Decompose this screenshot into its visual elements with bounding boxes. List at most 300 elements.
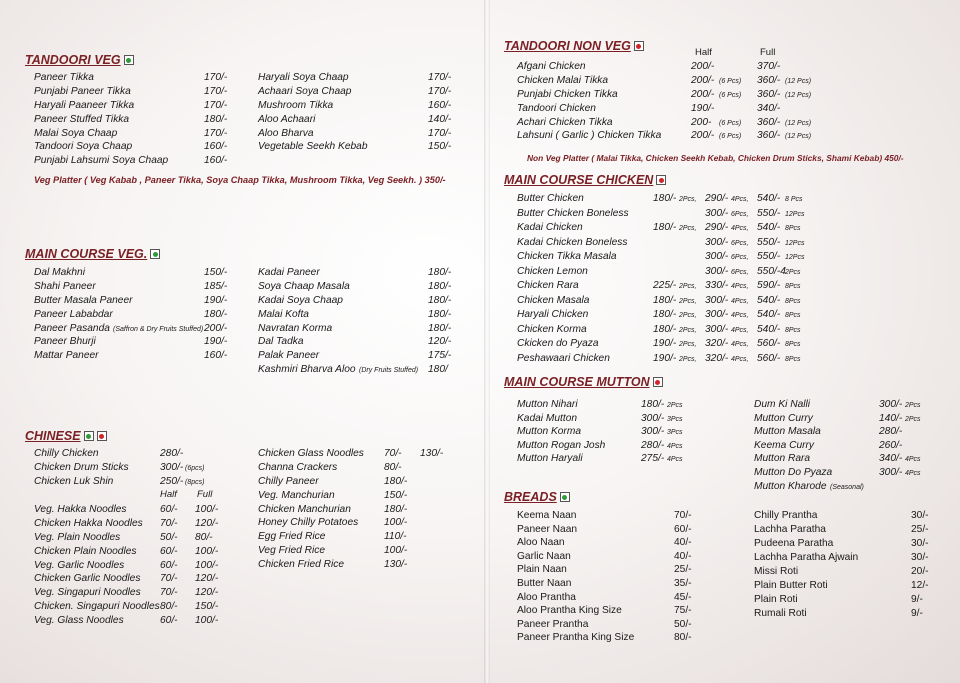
tandoori-nonveg-list: [517, 60, 817, 143]
item-half-price: 200/-: [691, 61, 715, 72]
item-name: Plain Roti: [754, 594, 798, 605]
item-qty-3: 8Pcs: [785, 355, 801, 363]
item-name: Mutton Do Pyaza: [754, 466, 833, 478]
section-chinese: [25, 429, 107, 443]
item-qty-1: 2Pcs,: [679, 355, 697, 363]
menu-item-row: [754, 593, 954, 607]
item-name: Dal Makhni: [34, 267, 85, 278]
section-main-course-mutton: [504, 375, 663, 389]
item-price: 100/-: [384, 545, 408, 557]
item-price: 180/-: [641, 399, 665, 410]
menu-item-row: [34, 308, 234, 322]
menu-item-row: [258, 266, 458, 280]
item-name: Paneer Tikka: [34, 72, 94, 83]
section-tandoori-nonveg: [504, 39, 644, 53]
item-name: Mutton Rogan Josh: [517, 439, 606, 451]
menu-item-row: [517, 577, 717, 591]
chinese-right-list: [258, 447, 458, 572]
item-qty-2: 4Pcs,: [731, 326, 749, 334]
item-price: 25/-: [674, 564, 692, 576]
item-price: 160/-: [204, 350, 228, 362]
item-name: Shahi Paneer: [34, 280, 96, 292]
item-half-price: 70/-: [160, 517, 178, 529]
chinese-noodles-list: [34, 503, 234, 628]
item-price: 140/-: [879, 412, 903, 424]
tandoori-veg-left-list: [34, 71, 234, 168]
menu-item-row: [258, 322, 458, 336]
item-name: Chicken Plain Noodles: [34, 545, 137, 557]
menu-item-row: [517, 88, 817, 102]
item-price: 20/-: [911, 566, 929, 577]
menu-item-row: [517, 352, 817, 367]
nonveg-half-header: Half: [695, 47, 712, 58]
item-price: 170/-: [204, 127, 228, 139]
menu-item-row: [754, 452, 954, 466]
item-price: 80/-: [384, 461, 402, 473]
item-price: 35/-: [674, 577, 692, 589]
item-half-price: 70/-: [160, 573, 178, 585]
menu-item-row: [754, 537, 954, 551]
item-price-2: 300/-: [705, 251, 729, 262]
nonveg-mark-icon: [97, 431, 107, 441]
menu-item-row: [258, 544, 458, 558]
item-price-1: 180/-: [653, 222, 677, 233]
item-name: Mutton Haryali: [517, 453, 583, 465]
menu-item-row: [754, 466, 954, 480]
item-full-note: (12 Pcs): [785, 77, 812, 85]
item-price-1: 180/-: [653, 193, 677, 204]
menu-item-row: [258, 475, 458, 489]
item-name: Egg Fried Rice: [258, 531, 326, 543]
item-price: 100/-: [384, 517, 408, 529]
menu-item-row: [517, 523, 717, 537]
item-full-price: 120/-: [195, 573, 219, 585]
item-qty-1: 2Pcs,: [679, 283, 697, 290]
item-price: 40/-: [674, 537, 692, 549]
item-name: Butter Naan: [517, 577, 572, 589]
section-title: MAIN COURSE MUTTON: [504, 375, 650, 389]
item-price-2: 300/-: [705, 207, 729, 219]
item-qty-3: 8Pcs: [785, 341, 801, 348]
item-price-2: 130/-: [420, 448, 444, 459]
item-half-price: 70/-: [160, 587, 178, 599]
main-course-veg-right-list: [258, 266, 458, 377]
item-price-3: 540/-: [757, 323, 781, 335]
item-half-price: 200/-: [691, 88, 715, 100]
item-name: Chicken Korma: [517, 323, 587, 335]
chinese-half-header: Half: [160, 489, 177, 500]
item-price: 160/-: [428, 99, 452, 111]
item-half-price: 50/-: [160, 531, 178, 543]
item-name: Mutton Curry: [754, 412, 813, 424]
item-price: 180/-: [384, 503, 408, 515]
item-price: 80/-: [674, 632, 692, 644]
menu-item-row: [34, 545, 234, 559]
item-price-1: 180/-: [653, 294, 677, 306]
menu-item-row: [258, 140, 458, 154]
item-name: Dal Tadka: [258, 336, 304, 348]
item-full-note: (12 Pcs): [785, 91, 812, 99]
item-price-3: 540/-: [757, 222, 781, 233]
page-fold: [484, 0, 490, 683]
item-full-price: 360/-: [757, 74, 781, 86]
item-name: Kadai Mutton: [517, 412, 578, 424]
item-price: 190/-: [204, 294, 228, 306]
item-price-2: 300/-: [705, 236, 729, 248]
item-price-2: 290/-: [705, 222, 729, 233]
item-qty-3: 2Pcs: [785, 268, 801, 276]
menu-item-row: [34, 614, 234, 628]
menu-item-row: [754, 551, 954, 565]
item-qty-2: 4Pcs,: [731, 312, 749, 319]
menu-item-row: [754, 579, 954, 593]
item-note: (6pcs): [185, 464, 205, 472]
breads-left-list: [517, 509, 717, 645]
item-price: 200/-: [204, 322, 228, 334]
item-name: Chilly Chicken: [34, 448, 99, 459]
item-price: 150/-: [204, 267, 228, 278]
section-title: MAIN COURSE VEG.: [25, 247, 148, 261]
item-price-2: 300/-: [705, 294, 729, 306]
item-name: Chicken Garlic Noodles: [34, 573, 141, 585]
item-note: 2Pcs: [905, 415, 921, 423]
item-name: Plain Naan: [517, 564, 567, 576]
item-price: 30/-: [911, 538, 929, 549]
nonveg-platter: Non Veg Platter ( Malai Tikka, Chicken Seekh Kebab, Chicken Drum Sticks, Shami Kebab) 450/-: [527, 153, 904, 163]
item-note: 2Pcs: [667, 402, 683, 409]
item-name: Mutton Masala: [754, 426, 821, 438]
menu-item-row: [258, 530, 458, 544]
item-price-2: 300/-: [705, 309, 729, 320]
menu-item-row: [258, 99, 458, 113]
item-name: Mushroom Tikka: [258, 99, 334, 111]
item-price: 300/-: [641, 412, 665, 424]
item-price: 340/-: [879, 453, 903, 465]
item-full-price: 100/-: [195, 545, 219, 557]
item-name: Veg. Glass Noodles: [34, 615, 124, 627]
item-name: Haryali Paaneer Tikka: [34, 99, 135, 111]
menu-item-row: [34, 113, 234, 127]
item-note: 3Pcs: [667, 415, 683, 423]
item-name: Veg Fried Rice: [258, 545, 325, 557]
item-price-3: 560/-: [757, 352, 781, 364]
menu-item-row: [517, 250, 817, 265]
menu-item-row: [754, 565, 954, 579]
menu-item-row: [34, 85, 234, 99]
menu-item-row: [517, 536, 717, 550]
item-note: (Seasonal): [830, 483, 864, 491]
item-qty-1: 2Pcs,: [679, 196, 697, 203]
item-qty-1: 2Pcs,: [679, 341, 697, 348]
item-price: 170/-: [204, 72, 228, 83]
item-price: 140/-: [428, 113, 452, 125]
item-name: Afgani Chicken: [517, 61, 586, 72]
menu-item-row: [517, 509, 717, 523]
item-qty-2: 6Pcs,: [731, 268, 749, 276]
item-price: 250/-: [160, 475, 184, 487]
item-half-price: 60/-: [160, 559, 178, 571]
item-price: 275/-: [641, 453, 665, 465]
item-name: Chicken. Singapuri Noodles: [34, 601, 160, 613]
menu-item-row: [517, 425, 717, 439]
item-price-2: 290/-: [705, 193, 729, 204]
item-qty-2: 6Pcs,: [731, 239, 749, 247]
item-price: 9/-: [911, 608, 923, 619]
menu-item-row: [517, 439, 717, 453]
item-price: 180/-: [428, 308, 452, 320]
menu-item-row: [517, 116, 817, 130]
item-price: 120/-: [428, 336, 452, 348]
item-note: 3Pcs: [667, 429, 683, 437]
item-name: Aloo Bharva: [258, 127, 314, 139]
section-title: CHINESE: [25, 429, 81, 443]
menu-item-row: [754, 412, 954, 426]
menu-item-row: [34, 503, 234, 517]
item-half-price: 200/-: [691, 130, 715, 142]
item-price-2: 330/-: [705, 280, 729, 291]
item-price: 75/-: [674, 605, 692, 617]
nonveg-full-header: Full: [760, 47, 776, 58]
item-name: Mutton Korma: [517, 426, 581, 438]
item-name: Chicken Lemon: [517, 265, 588, 277]
item-name: Paneer Naan: [517, 523, 578, 535]
menu-item-row: [517, 279, 817, 294]
item-price-2: 320/-: [705, 338, 729, 349]
item-name: Tandoori Chicken: [517, 102, 596, 114]
veg-mark-icon: [84, 431, 94, 441]
item-name: Chilly Prantha: [754, 510, 818, 521]
item-full-price: 360/-: [757, 130, 781, 142]
item-full-price: 370/-: [757, 61, 781, 72]
veg-mark-icon: [560, 492, 570, 502]
item-qty-2: 6Pcs,: [731, 254, 749, 261]
item-name: Rumali Roti: [754, 608, 807, 619]
menu-item-row: [34, 475, 234, 489]
item-note: 2Pcs: [905, 402, 921, 409]
mutton-right-list: [754, 398, 954, 493]
item-name: Paneer Prantha King Size: [517, 632, 635, 644]
menu-item-row: [34, 572, 234, 586]
item-name: Veg. Garlic Noodles: [34, 559, 125, 571]
item-full-price: 340/-: [757, 102, 781, 114]
menu-item-row: [517, 207, 817, 222]
item-price-3: 550/-: [757, 251, 781, 262]
item-full-price: 120/-: [195, 587, 219, 599]
nonveg-mark-icon: [634, 41, 644, 51]
item-price: 180/-: [428, 267, 452, 278]
item-half-price: 60/-: [160, 545, 178, 557]
menu-item-row: [258, 363, 458, 377]
section-title: BREADS: [504, 490, 557, 504]
item-name: Peshawaari Chicken: [517, 352, 610, 364]
item-price: 180/: [428, 364, 448, 376]
item-name: Chilly Paneer: [258, 475, 319, 487]
item-name: Paneer Prantha: [517, 618, 589, 630]
item-half-price: 200-: [691, 116, 712, 128]
item-name: Butter Chicken: [517, 193, 584, 204]
item-name: Garlic Naan: [517, 550, 571, 562]
menu-item-row: [754, 523, 954, 537]
item-name: Channa Crackers: [258, 461, 338, 473]
item-qty-1: 2Pcs,: [679, 312, 697, 319]
item-note: 4Pcs: [667, 456, 683, 464]
menu-item-row: [754, 607, 954, 621]
item-name: Malai Kofta: [258, 308, 309, 320]
item-name: Palak Paneer: [258, 350, 320, 362]
menu-item-row: [258, 308, 458, 322]
menu-item-row: [34, 280, 234, 294]
item-name: Butter Chicken Boneless: [517, 207, 629, 219]
menu-item-row: [517, 60, 817, 74]
item-name: Kashmiri Bharva Aloo: [258, 364, 356, 376]
item-name: Punjabi Chicken Tikka: [517, 88, 618, 100]
menu-item-row: [517, 236, 817, 251]
item-price: 9/-: [911, 594, 923, 605]
menu-item-row: [34, 517, 234, 531]
item-qty-2: 4Pcs,: [731, 355, 749, 363]
item-half-price: 60/-: [160, 615, 178, 627]
item-name: Chicken Manchurian: [258, 503, 351, 515]
item-price: 280/-: [160, 448, 184, 459]
veg-mark-icon: [150, 249, 160, 259]
section-title: TANDOORI NON VEG: [504, 39, 631, 53]
item-full-price: 100/-: [195, 559, 219, 571]
menu-item-row: [517, 265, 817, 280]
menu-item-row: [517, 398, 717, 412]
section-main-course-chicken: [504, 173, 666, 187]
nonveg-mark-icon: [653, 377, 663, 387]
item-name: Lachha Paratha Ajwain: [754, 552, 859, 563]
item-full-price: 360/-: [757, 88, 781, 100]
item-name: Aloo Naan: [517, 537, 565, 549]
item-price: 12/-: [911, 580, 929, 591]
item-name: Lahsuni ( Garlic ) Chicken Tikka: [517, 130, 662, 142]
item-note: 4Pcs: [667, 442, 683, 450]
item-price: 170/-: [204, 99, 228, 111]
breads-right-list: [754, 509, 954, 621]
item-name: Tandoori Soya Chaap: [34, 141, 133, 153]
item-qty-3: 8Pcs: [785, 283, 801, 290]
item-name: Kadai Paneer: [258, 267, 320, 278]
item-price-3: 540/-: [757, 309, 781, 320]
menu-item-row: [34, 447, 234, 461]
item-name: Dum Ki Nalli: [754, 399, 811, 410]
item-price: 170/-: [204, 85, 228, 97]
section-title: TANDOORI VEG: [25, 53, 121, 67]
menu-item-row: [258, 85, 458, 99]
item-name: Chicken Tikka Masala: [517, 251, 617, 262]
item-qty-2: 4Pcs,: [731, 196, 749, 203]
item-name: Mattar Paneer: [34, 350, 99, 362]
menu-item-row: [34, 127, 234, 141]
item-price-3: 550/-: [757, 207, 781, 219]
item-full-note: (12 Pcs): [785, 119, 812, 127]
item-price: 300/-: [879, 399, 903, 410]
item-price: 150/-: [384, 489, 408, 501]
item-name: Chicken Rara: [517, 280, 579, 291]
menu-item-row: [517, 74, 817, 88]
menu-item-row: [258, 349, 458, 363]
item-price: 60/-: [674, 523, 692, 535]
item-name: Malai Soya Chaap: [34, 127, 118, 139]
item-name: Veg. Manchurian: [258, 489, 335, 501]
menu-item-row: [517, 618, 717, 632]
item-full-price: 120/-: [195, 517, 219, 529]
item-full-price: 100/-: [195, 504, 219, 515]
item-price: 30/-: [911, 552, 929, 563]
item-price-1: 180/-: [653, 323, 677, 335]
tandoori-veg-right-list: [258, 71, 458, 154]
menu-item-row: [34, 322, 234, 336]
item-price: 150/-: [428, 141, 452, 153]
item-price-1: 190/-: [653, 338, 677, 349]
item-qty-2: 4Pcs,: [731, 341, 749, 348]
item-qty-3: 8Pcs: [785, 225, 801, 232]
item-full-price: 100/-: [195, 615, 219, 627]
item-name: Veg. Singapuri Noodles: [34, 587, 141, 599]
menu-item-row: [754, 509, 954, 523]
item-price-3: 550/-4: [757, 265, 786, 277]
menu-item-row: [34, 294, 234, 308]
menu-item-row: [258, 71, 458, 85]
menu-item-row: [34, 266, 234, 280]
item-name: Chicken Glass Noodles: [258, 448, 364, 459]
item-note: (8pcs): [185, 478, 205, 486]
item-name: Punjabi Lahsumi Soya Chaap: [34, 155, 169, 167]
menu-item-row: [517, 221, 817, 236]
item-name: Paneer Bhurji: [34, 336, 96, 348]
item-name: Veg. Plain Noodles: [34, 531, 121, 543]
menu-item-row: [517, 563, 717, 577]
item-note: (Dry Fruits Stuffed): [359, 367, 419, 375]
menu-item-row: [34, 559, 234, 573]
item-price: 180/-: [428, 322, 452, 334]
menu-item-row: [517, 591, 717, 605]
item-half-price: 200/-: [691, 74, 715, 86]
item-half-note: (6 Pcs): [719, 77, 742, 85]
item-price-3: 550/-: [757, 236, 781, 248]
menu-item-row: [517, 192, 817, 207]
menu-item-row: [754, 439, 954, 453]
menu-item-row: [258, 335, 458, 349]
item-name: Aloo Prantha: [517, 591, 576, 603]
item-price: 170/-: [428, 127, 452, 139]
item-name: Mutton Kharode: [754, 480, 827, 492]
item-name: Paneer Lababdar: [34, 308, 113, 320]
item-name: Kadai Chicken Boneless: [517, 236, 628, 248]
menu-item-row: [517, 102, 817, 116]
item-price: 30/-: [911, 510, 929, 521]
item-price: 110/-: [384, 531, 407, 543]
item-price: 280/-: [641, 439, 665, 451]
item-price: 280/-: [879, 426, 903, 438]
menu-item-row: [258, 489, 458, 503]
item-qty-3: 12Pcs: [785, 210, 805, 218]
menu-item-row: [34, 335, 234, 349]
item-price: 190/-: [204, 336, 228, 348]
item-name: Haryali Soya Chaap: [258, 72, 349, 83]
item-name: Achari Chicken Tikka: [517, 116, 613, 128]
item-price: 170/-: [428, 72, 452, 83]
item-name: Kadai Soya Chaap: [258, 294, 343, 306]
item-name: Chicken Fried Rice: [258, 559, 345, 571]
item-half-note: (6 Pcs): [719, 91, 742, 99]
item-name: Soya Chaap Masala: [258, 280, 350, 292]
item-name: Paneer Pasanda: [34, 322, 110, 334]
item-price: 175/-: [428, 350, 452, 362]
veg-platter: Veg Platter ( Veg Kabab , Paneer Tikka, Soya Chaap Tikka, Mushroom Tikka, Veg Seekh. ) 350/-: [34, 175, 446, 185]
main-course-veg-left-list: [34, 266, 234, 363]
